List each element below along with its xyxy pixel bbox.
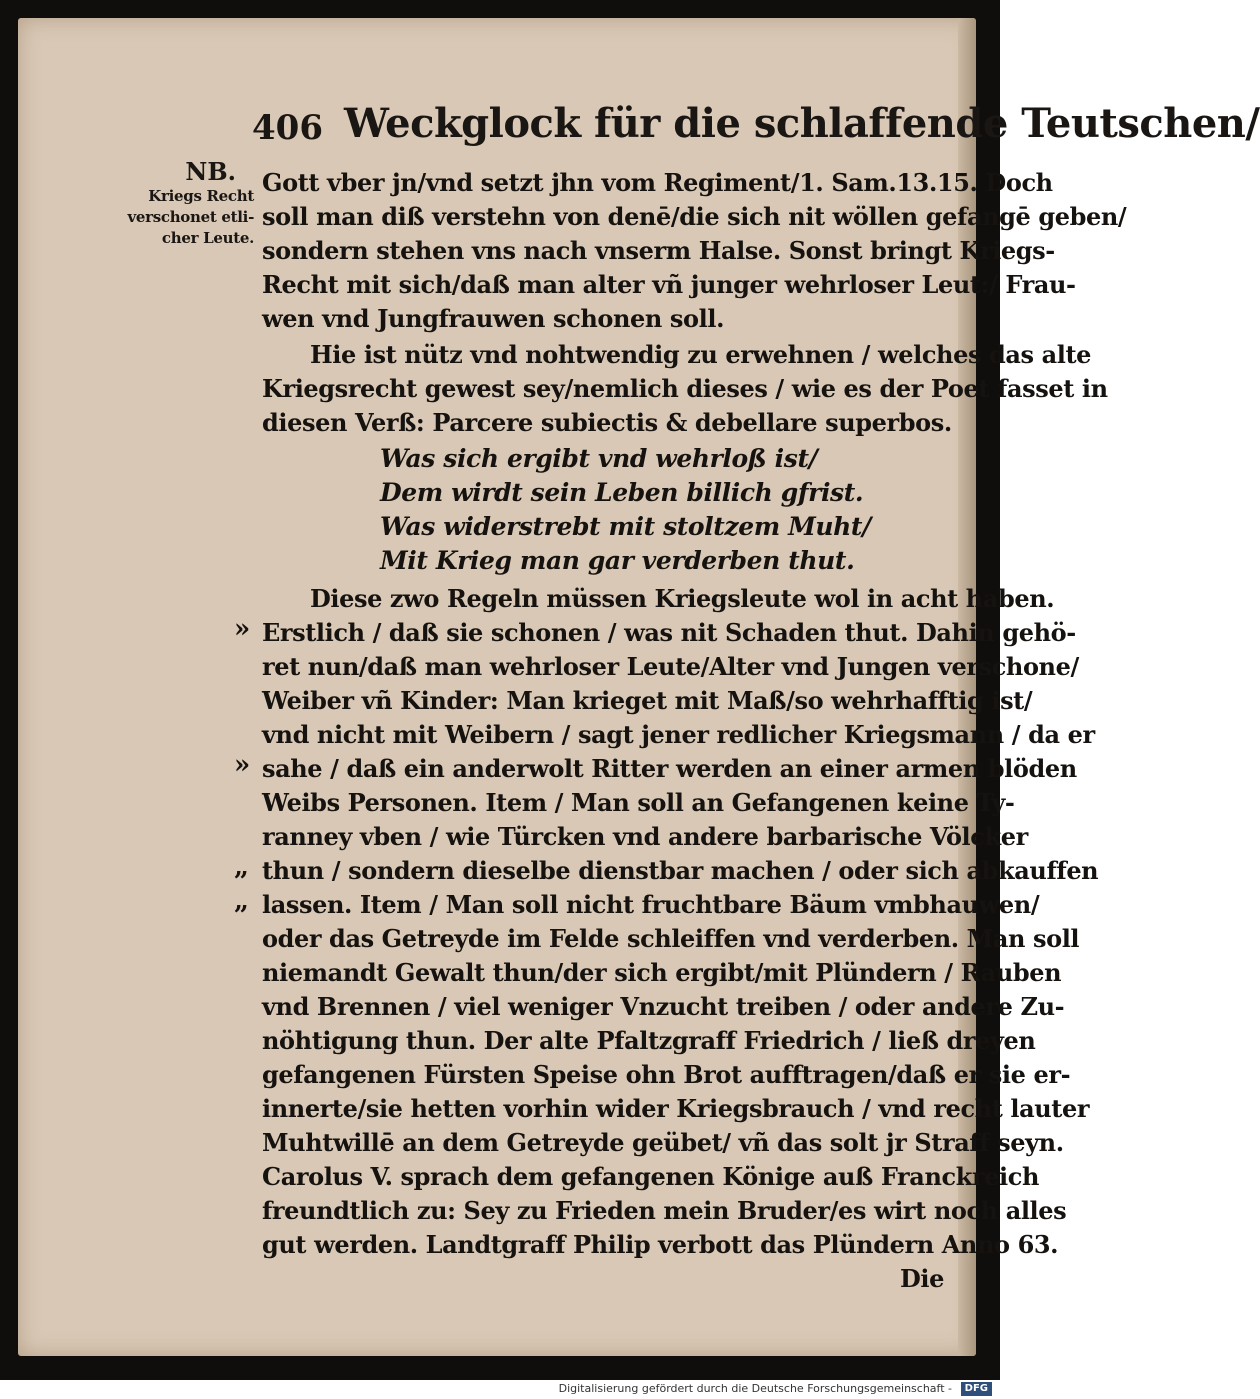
verse-line: Was sich ergibt vnd wehrloß ist/ [380,444,818,473]
text-line: Weiber vñ Kinder: Man krieget mit Maß/so wehrhafftig ist/ [262,686,1033,715]
text-line: Hie ist nütz vnd nohtwendig zu erwehnen / welches das alte [310,340,1092,369]
margin-note [104,158,254,249]
text-line: innerte/sie hetten vorhin wider Kriegsbrauch / vnd recht lauter [262,1094,1090,1123]
text-line: Weibs Personen. Item / Man soll an Gefangenen keine Ty- [262,788,1015,817]
text-line: nöhtigung thun. Der alte Pfaltzgraff Friedrich / ließ dreyen [262,1026,1036,1055]
text-line: Recht mit sich/daß man alter vñ junger wehrloser Leut:/ Frau- [262,270,1076,299]
text-line: Diese zwo Regeln müssen Kriegsleute wol in acht haben. [310,584,1055,613]
page-number: 406 [252,108,323,148]
margin-note-nb: NB. [185,157,236,186]
text-line: diesen Verß: Parcere subiectis & debellare superbos. [262,408,952,437]
margin-note-line: cher Leute. [161,229,254,247]
verse-line: Dem wirdt sein Leben billich gfrist. [380,478,864,507]
catchword: Die [900,1264,944,1293]
text-line: thun / sondern dieselbe dienstbar machen / oder sich abkauffen [262,856,1099,885]
footer-bar [0,1380,1000,1399]
text-line: Gott vber jn/vnd setzt jhn vom Regiment/1. Sam.13.15. Doch [262,168,1053,197]
quote-mark: „ [234,886,249,916]
verse-line: Was widerstrebt mit stoltzem Muht/ [380,512,871,541]
text-line: gefangenen Fürsten Speise ohn Brot aufftragen/daß er sie er- [262,1060,1071,1089]
text-line: vnd nicht mit Weibern / sagt jener redlicher Kriegsmann / da er [262,720,1095,749]
text-line: Erstlich / daß sie schonen / was nit Schaden thut. Dahin gehö- [262,618,1076,647]
page-header [252,96,1260,156]
quote-mark: » [234,614,251,644]
footer-credit: Digitalisierung gefördert durch die Deutsche Forschungsgemeinschaft - [558,1382,952,1395]
quote-mark: „ [234,852,249,882]
quote-mark: » [234,750,251,780]
text-line: Muhtwillē an dem Getreyde geübet/ vñ das solt jr Straff seyn. [262,1128,1064,1157]
text-line: wen vnd Jungfrauwen schonen soll. [262,304,725,333]
text-line: soll man diß verstehn von denē/die sich nit wöllen gefangē geben/ [262,202,1127,231]
text-line: oder das Getreyde im Felde schleiffen vnd verderben. Man soll [262,924,1080,953]
text-line: ranney vben / wie Türcken vnd andere barbarische Völcker [262,822,1028,851]
text-line: freundtlich zu: Sey zu Frieden mein Bruder/es wirt noch alles [262,1196,1067,1225]
running-title: Weckglock für die schlaffende Teutschen/ [344,100,1260,147]
text-line: ret nun/daß man wehrloser Leute/Alter vnd Jungen verschone/ [262,652,1079,681]
verse-line: Mit Krieg man gar verderben thut. [380,546,855,575]
margin-note-line: verschonet etli- [127,208,254,226]
text-line: sahe / daß ein anderwolt Ritter werden an einer armen blöden [262,754,1077,783]
dfg-logo: DFG [961,1382,992,1396]
text-line: sondern stehen vns nach vnserm Halse. Sonst bringt Kriegs- [262,236,1055,265]
text-line: vnd Brennen / viel weniger Vnzucht treiben / oder andere Zu- [262,992,1065,1021]
text-line: gut werden. Landtgraff Philip verbott das Plündern Anno 63. [262,1230,1059,1259]
text-line: Kriegsrecht gewest sey/nemlich dieses / wie es der Poet fasset in [262,374,1108,403]
text-line: Carolus V. sprach dem gefangenen Könige auß Franckreich [262,1162,1040,1191]
margin-note-line: Kriegs Recht [148,187,254,205]
text-line: lassen. Item / Man soll nicht fruchtbare Bäum vmbhauwen/ [262,890,1040,919]
text-line: niemandt Gewalt thun/der sich ergibt/mit Plündern / Rauben [262,958,1062,987]
